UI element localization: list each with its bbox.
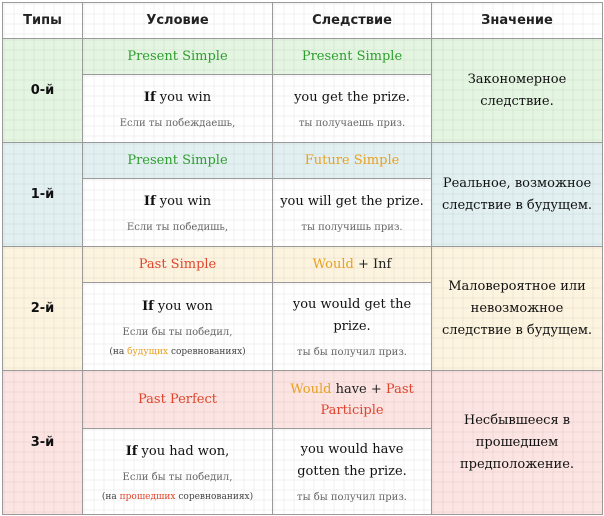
participle-word: Past Participle bbox=[320, 381, 414, 418]
meaning-cell: Реальное, возможное следствие в будущем. bbox=[432, 143, 603, 247]
condition-tense: Past Simple bbox=[83, 247, 273, 283]
consequence-text: you get the prize. bbox=[294, 89, 410, 105]
note-highlight: будущих bbox=[127, 346, 169, 357]
consequence-example bbox=[273, 179, 432, 247]
meaning-cell: Закономерное следствие. bbox=[432, 39, 603, 143]
consequence-text: you would have gotten the prize. bbox=[297, 441, 407, 479]
consequence-example bbox=[273, 283, 432, 371]
condition-tense: Present Simple bbox=[83, 39, 273, 75]
header-condition: Условие bbox=[83, 3, 273, 39]
consequence-translation: ты получишь приз. bbox=[301, 221, 403, 233]
consequence-tense bbox=[273, 371, 432, 429]
condition-tense: Present Simple bbox=[83, 143, 273, 179]
consequence-tense: Present Simple bbox=[273, 39, 432, 75]
consequence-tense bbox=[273, 247, 432, 283]
meaning-cell: Несбывшееся в прошедшем предположение. bbox=[432, 371, 603, 515]
meaning-cell: Маловероятное или невозможное следствие в будущем. bbox=[432, 247, 603, 371]
condition-tense: Past Perfect bbox=[83, 371, 273, 429]
condition-text: you win bbox=[155, 89, 212, 105]
table-row bbox=[3, 143, 603, 179]
conditionals-table bbox=[2, 2, 603, 515]
table-row bbox=[3, 371, 603, 429]
condition-example bbox=[83, 75, 273, 143]
condition-example bbox=[83, 429, 273, 515]
condition-translation: Если бы ты победил, bbox=[122, 326, 233, 338]
condition-text: you had won, bbox=[137, 443, 230, 459]
condition-translation: Если бы ты победил, bbox=[122, 471, 233, 483]
if-word: If bbox=[143, 193, 156, 209]
if-word: If bbox=[125, 443, 138, 459]
tense-rest: have + bbox=[331, 381, 386, 397]
condition-translation: Если ты побеждаешь, bbox=[119, 117, 236, 129]
consequence-example bbox=[273, 75, 432, 143]
condition-note: (на будущих соревнованиях) bbox=[109, 346, 246, 357]
consequence-text: you will get the prize. bbox=[280, 193, 424, 209]
consequence-text: you would get the prize. bbox=[292, 296, 412, 334]
condition-example bbox=[83, 283, 273, 371]
if-word: If bbox=[142, 298, 154, 314]
header-types: Типы bbox=[3, 3, 83, 39]
header-consequence: Следствие bbox=[273, 3, 432, 39]
consequence-example bbox=[273, 429, 432, 515]
would-word: Would bbox=[312, 257, 354, 272]
consequence-translation: ты бы получил приз. bbox=[297, 346, 407, 358]
header-row bbox=[3, 3, 603, 39]
header-meaning: Значение bbox=[432, 3, 603, 39]
type-cell: 2-й bbox=[3, 247, 83, 371]
if-word: If bbox=[143, 89, 156, 105]
condition-example bbox=[83, 179, 273, 247]
condition-text: you win bbox=[155, 193, 212, 209]
condition-note: (на прошедших соревнованиях) bbox=[101, 491, 254, 502]
consequence-translation: ты бы получил приз. bbox=[297, 491, 407, 503]
condition-text: you won bbox=[153, 298, 213, 314]
table-row bbox=[3, 39, 603, 75]
note-highlight: прошедших bbox=[119, 491, 176, 502]
consequence-tense: Future Simple bbox=[273, 143, 432, 179]
consequence-translation: ты получаешь приз. bbox=[298, 117, 406, 129]
would-word: Would bbox=[290, 381, 332, 397]
table-row bbox=[3, 247, 603, 283]
type-cell: 1-й bbox=[3, 143, 83, 247]
tense-rest: + Inf bbox=[353, 257, 392, 272]
type-cell: 0-й bbox=[3, 39, 83, 143]
condition-translation: Если ты победишь, bbox=[126, 221, 229, 233]
type-cell: 3-й bbox=[3, 371, 83, 515]
